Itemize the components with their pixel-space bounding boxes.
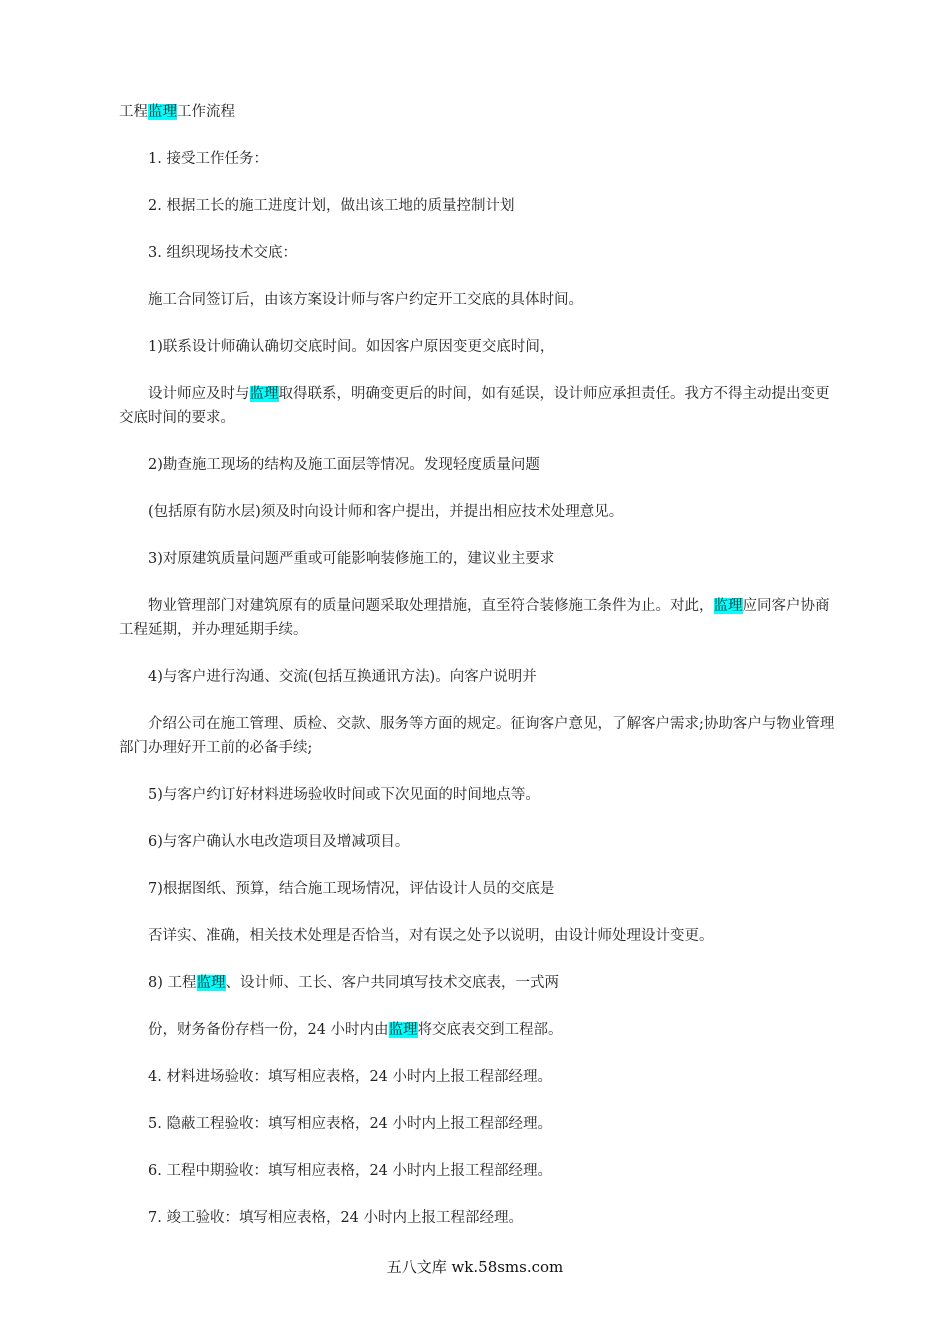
paragraph: 1)联系设计师确认确切交底时间。如因客户原因变更交底时间， [148,339,555,355]
paragraph: 3. 组织现场技术交底： [148,245,297,261]
document-body [119,100,841,1230]
highlight-keyword: 监理 [249,386,279,402]
paragraph: (包括原有防水层)须及时向设计师和客户提出，并提出相应技术处理意见。 [148,504,624,520]
paragraph: 7)根据图纸、预算，结合施工现场情况，评估设计人员的交底是 [148,881,555,897]
paragraph: 5. 隐蔽工程验收：填写相应表格，24 小时内上报工程部经理。 [148,1116,553,1132]
paragraph: 设计师应及时与监理取得联系，明确变更后的时间，如有延误，设计师应承担责任。我方不得主动提出变更交底时间的要求。 [119,386,830,426]
footer-watermark: 五八文库 wk.58sms.com [386,1258,564,1276]
paragraph: 8) 工程监理、设计师、工长、客户共同填写技术交底表，一式两 [148,975,559,991]
paragraph: 6. 工程中期验收：填写相应表格，24 小时内上报工程部经理。 [148,1163,553,1179]
paragraph: 2. 根据工长的施工进度计划，做出该工地的质量控制计划 [148,198,515,214]
highlight-keyword: 监理 [713,598,743,614]
paragraph: 施工合同签订后，由该方案设计师与客户约定开工交底的具体时间。 [148,292,583,308]
paragraph: 介绍公司在施工管理、质检、交款、服务等方面的规定。征询客户意见，了解客户需求;协助客户与物业管理部门办理好开工前的必备手续; [119,716,835,756]
paragraph: 2)勘查施工现场的结构及施工面层等情况。发现轻度质量问题 [148,457,540,473]
highlight-keyword: 监理 [196,975,226,991]
paragraph: 4. 材料进场验收：填写相应表格，24 小时内上报工程部经理。 [148,1069,553,1085]
highlight-keyword: 监理 [388,1022,418,1038]
highlight-keyword: 监理 [148,104,177,120]
doc-title: 工程监理工作流程 [119,104,235,120]
paragraph: 7. 竣工验收：填写相应表格，24 小时内上报工程部经理。 [148,1210,524,1226]
paragraph: 1. 接受工作任务： [148,151,268,167]
paragraph: 5)与客户约订好材料进场验收时间或下次见面的时间地点等。 [148,787,540,803]
paragraph: 份，财务备份存档一份，24 小时内由监理将交底表交到工程部。 [148,1022,563,1038]
paragraph: 否详实、准确，相关技术处理是否恰当，对有误之处予以说明，由设计师处理设计变更。 [148,928,714,944]
paragraph: 3)对原建筑质量问题严重或可能影响装修施工的，建议业主要求 [148,551,555,567]
paragraph: 物业管理部门对建筑原有的质量问题采取处理措施，直至符合装修施工条件为止。对此，监理应同客户协商工程延期，并办理延期手续。 [119,598,830,638]
paragraph: 6)与客户确认水电改造项目及增减项目。 [148,834,410,850]
paragraph: 4)与客户进行沟通、交流(包括互换通讯方法)。向客户说明并 [148,669,537,685]
